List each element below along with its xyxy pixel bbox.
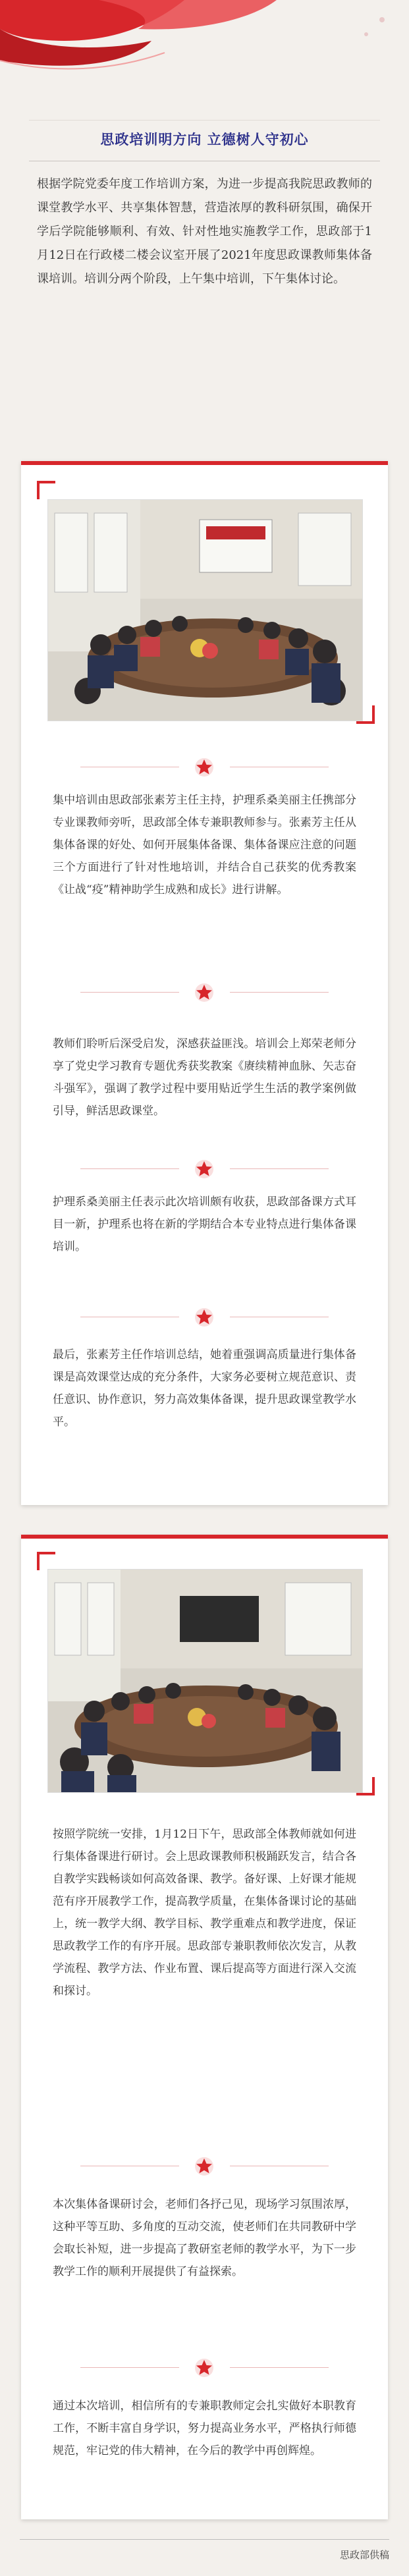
intro-paragraph: 根据学院党委年度工作培训方案，为进一步提高我院思政教师的课堂教学水平、共享集体智慧，营造浓厚的教科研氛围，确保开学后学院能够顺利、有效、针对性地实施教学工作，思政部于1月12日在行政楼二楼会议室开展了2021年度思政课教师集体备课培训。培训分两个阶段，上午集中培训，下午集体讨论。 <box>37 177 372 286</box>
star-divider <box>80 1159 329 1179</box>
star-icon <box>194 2156 214 2176</box>
section1-paragraph-1: 集中培训由思政部张素芳主任主持，护理系桑美丽主任携部分专业课教师旁听，思政部全体专兼职教师参与。张素芳主任从集体备课的好处、如何开展集体备课、集体备课应注意的问题三个方面进行了针对性地培训，并结合自己获奖的优秀教案《让战“疫”精神助学生成熟和成长》进行讲解。 <box>53 794 356 896</box>
header-ribbon-decoration <box>0 0 409 105</box>
star-divider <box>80 983 329 1002</box>
meeting-room-photo <box>47 499 363 721</box>
corner-decoration <box>356 1777 375 1795</box>
title-top-rule <box>29 120 380 121</box>
page-title: 思政培训明方向 立德树人守初心 <box>100 132 309 148</box>
section1-paragraph-4: 最后，张素芳主任作培训总结，她着重强调高质量进行集体备课是高效课堂达成的充分条件，大家务必要树立规范意识、责任意识、协作意识，努力高效集体备课，提升思政课堂教学水平。 <box>53 1348 356 1429</box>
corner-decoration <box>37 1552 55 1570</box>
star-icon <box>194 2358 214 2378</box>
corner-decoration <box>356 705 375 724</box>
section1-paragraph-3: 护理系桑美丽主任表示此次培训颇有收获，思政部备课方式耳目一新，护理系也将在新的学期结合本专业特点进行集体备课培训。 <box>53 1195 356 1253</box>
footer-rule <box>20 2539 389 2540</box>
star-divider <box>80 2156 329 2176</box>
star-icon <box>194 1307 214 1327</box>
meeting-room-photo-2 <box>47 1569 363 1793</box>
card-top-bar <box>21 1535 388 1539</box>
star-divider <box>80 1307 329 1327</box>
section2-paragraph-1: 按照学院统一安排，1月12日下午，思政部全体教师就如何进行集体备课进行研讨。会上思政课教师积极踊跃发言，结合各自教学实践畅谈如何高效备课、教学。备好课、上好课才能规范有序开展教学工作，提高教学质量，在集体备课讨论的基础上，统一教学大纲、教学目标、教学重难点和教学进度，保证思政教学工作的有序开展。思政部专兼职教师依次发言，从教学流程、教学方法、作业布置、课后提高等方面进行深入交流和探讨。 <box>53 1828 356 1998</box>
section2-paragraph-2: 本次集体备课研讨会，老师们各抒己见，现场学习氛围浓厚，这种平等互助、多角度的互动交流，使老师们在共同教研中学会取长补短，进一步提高了教研室老师的教学水平，为下一步教学工作的顺利开展提供了有益探索。 <box>53 2198 356 2278</box>
star-icon <box>194 757 214 777</box>
star-divider <box>80 757 329 777</box>
corner-decoration <box>37 481 55 499</box>
star-icon <box>194 1159 214 1179</box>
section1-paragraph-2: 教师们聆听后深受启发，深感获益匪浅。培训会上郑荣老师分享了党史学习教育专题优秀获奖教案《赓续精神血脉、矢志奋斗强军》，强调了教学过程中要用贴近学生生活的教学案例做引导，鲜活思政课堂。 <box>53 1037 356 1118</box>
card-top-bar <box>21 461 388 465</box>
star-divider <box>80 2358 329 2378</box>
training-card-1 <box>21 461 388 1505</box>
training-card-2 <box>21 1535 388 2519</box>
section2-paragraph-3: 通过本次培训，相信所有的专兼职教师定会扎实做好本职教育工作，不断丰富自身学识，努力提高业务水平，严格执行师德规范，牢记党的伟大精神，在今后的教学中再创辉煌。 <box>53 2399 356 2457</box>
source-credit: 思政部供稿 <box>339 2549 389 2561</box>
star-icon <box>194 983 214 1002</box>
